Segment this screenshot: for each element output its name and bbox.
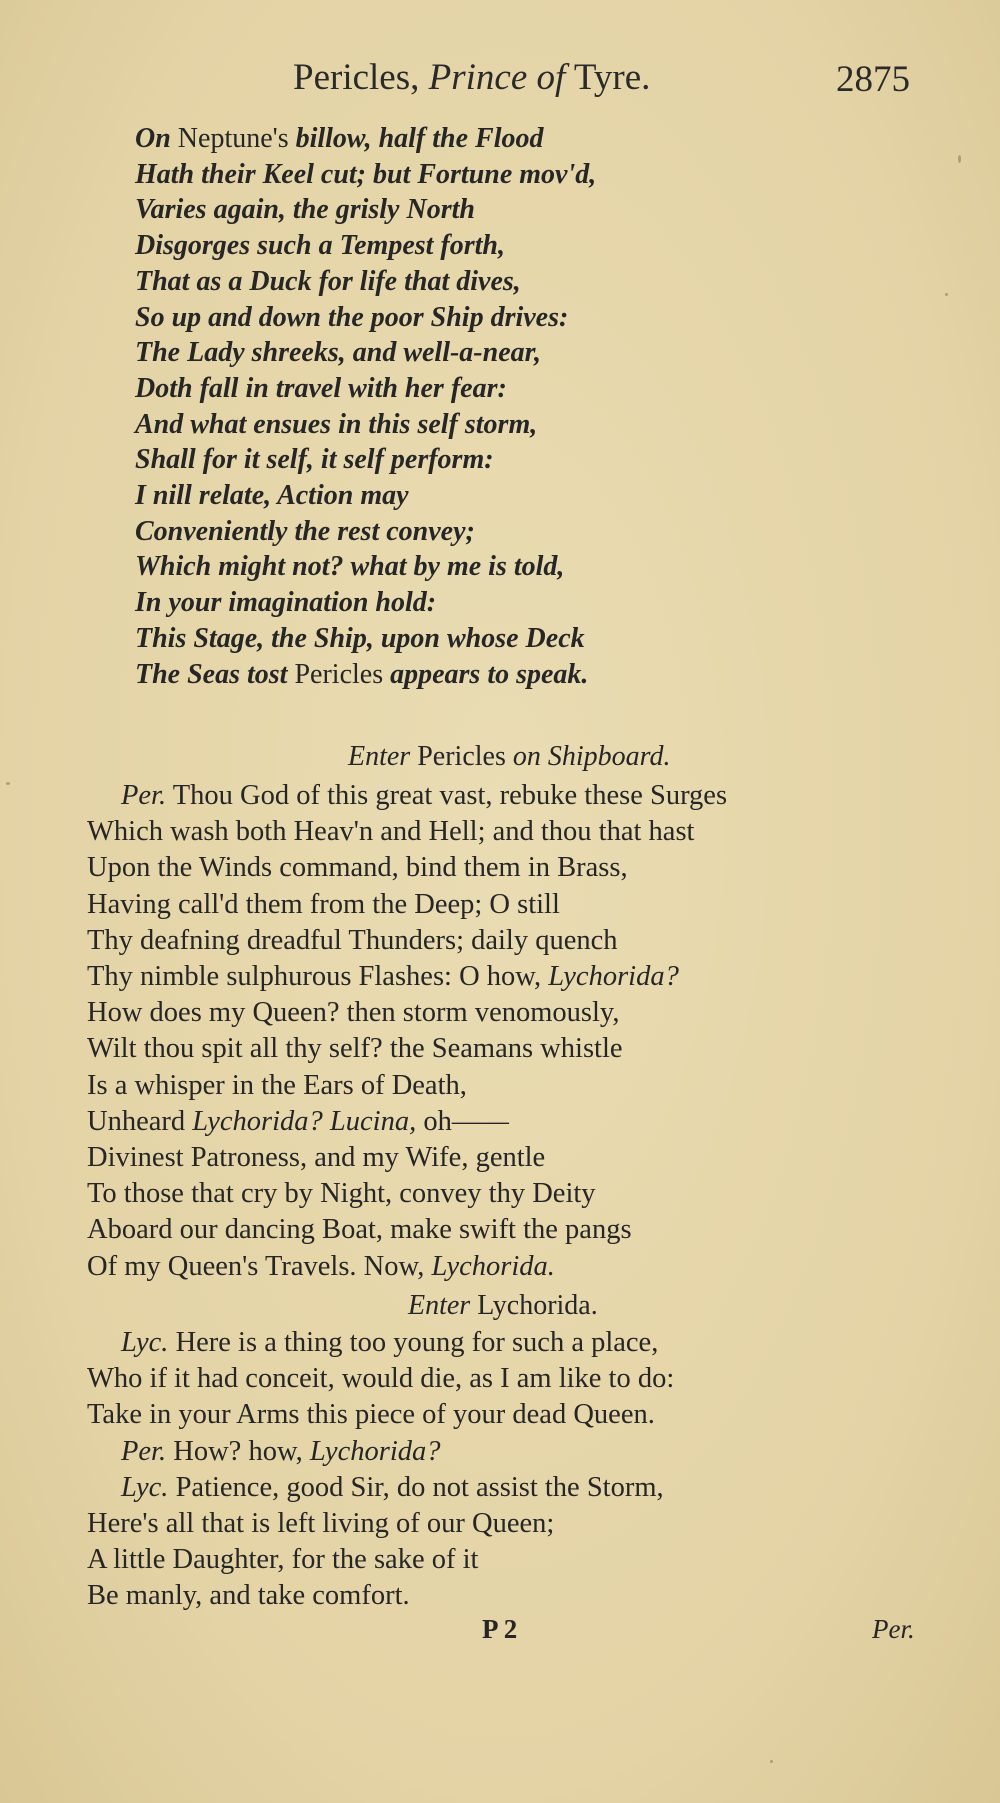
paper-speck <box>945 293 948 296</box>
dialogue-line: To those that cry by Night, convey thy Deity <box>87 1178 596 1210</box>
verse-line: On Neptune's billow, half the Flood <box>135 123 544 154</box>
speaker-prefix: Per. <box>121 780 167 811</box>
dialogue-line: Upon the Winds command, bind them in Brass, <box>87 852 628 884</box>
dialogue-line: How does my Queen? then storm venomously, <box>87 997 620 1029</box>
dialogue-line: Who if it had conceit, would die, as I am like to do: <box>87 1363 675 1395</box>
dialogue-line: Aboard our dancing Boat, make swift the pangs <box>87 1214 632 1246</box>
verse-line: So up and down the poor Ship drives: <box>135 301 569 333</box>
verse-line: Which might not? what by me is told, <box>135 551 565 583</box>
verse-line: This Stage, the Ship, upon whose Deck <box>135 622 585 654</box>
dialogue-line: Take in your Arms this piece of your dead Queen. <box>87 1399 655 1431</box>
verse-line: Doth fall in travel with her fear: <box>135 372 507 404</box>
dialogue-line: Here's all that is left living of our Queen; <box>87 1508 555 1540</box>
dialogue-line: Per. How? how, Lychorida? <box>121 1435 441 1467</box>
dialogue-line: Divinest Patroness, and my Wife, gentle <box>87 1142 546 1174</box>
verse-line: Hath their Keel cut; but Fortune mov'd, <box>135 158 597 190</box>
paper-speck <box>770 1760 773 1763</box>
dialogue-line: A little Daughter, for the sake of it <box>87 1544 479 1576</box>
verse-line: And what ensues in this self storm, <box>135 408 538 440</box>
page-footer <box>0 1614 1000 1654</box>
dialogue-line: Lyc. Patience, good Sir, do not assist the Storm, <box>121 1471 664 1503</box>
dialogue-line: Is a whisper in the Ears of Death, <box>87 1069 467 1101</box>
dialogue-line: Which wash both Heav'n and Hell; and thou that hast <box>87 816 695 848</box>
dialogue-line: Unheard Lychorida? Lucina, oh—— <box>87 1105 509 1137</box>
dialogue-line: Per. Thou God of this great vast, rebuke these Surges <box>121 780 728 811</box>
page-number: 2875 <box>836 59 910 100</box>
paper-speck <box>958 155 961 163</box>
dialogue-line: Thy deafning dreadful Thunders; daily quench <box>87 924 618 956</box>
verse-line: Shall for it self, it self perform: <box>135 444 494 476</box>
paper-speck <box>6 782 10 785</box>
verse-line: The Lady shreeks, and well-a-near, <box>135 337 541 369</box>
speaker-prefix: Per. <box>121 1435 167 1467</box>
dialogue-line: Wilt thou spit all thy self? the Seamans whistle <box>87 1033 623 1065</box>
verse-line: I nill relate, Action may <box>135 480 409 512</box>
speaker-prefix: Lyc. <box>121 1327 169 1358</box>
verse-line: Disgorges such a Tempest forth, <box>135 230 506 262</box>
verse-line: Varies again, the grisly North <box>135 194 475 226</box>
verse-line: The Seas tost Pericles appears to speak. <box>135 658 589 690</box>
dialogue-pericles <box>87 778 907 1285</box>
signature-mark: P 2 <box>482 1614 518 1644</box>
book-page: Pericles, Prince of Tyre. 2875 On Neptune's billow, half the Flood Hath their Keel cut; but Fortune mov'd, Varies again, the grisly North Disgorges such a Tempest forth, That as a Duck for life that dives, So up and down the poor Ship drives: The Lady shreeks, and well-a-near, Doth fall in travel with her fear: And what ensues in this self storm, Shall for it self, it self perform: I nill relate, Action may Conveniently the rest convey; Which might not? what by me is told, In your imagination hold: This Stage, the Ship, upon whose Deck The Seas tost Pericles appears to speak. Enter Pericles on Shipboard. Per. Thou God of this great vast, rebuke these Surges Which wash both Heav'n and Hell; and thou that hast Upon the Winds command, bind them in Brass, Having call'd them from the Deep; O still Thy deafning dreadful Thunders; daily quench Thy nimble sulphurous Flashes: O how, Lychorida? How does my Queen? then storm venomously, Wilt thou spit all thy self? the Seamans whistle Is a whisper in the Ears of Death, Unheard Lychorida? Lucina, oh—— Divinest Patroness, and my Wife, gentle To those that cry by Night, convey thy Deity Aboard our dancing Boat, make swift the pangs Of my Queen's Travels. Now, Lychorida. Enter Lychorida. Lyc. Here is a thing too young for such a place, Who if it had conceit, would die, as I am like to do: Take in your Arms this piece of your dead Queen. Per. How? how, Lychorida? Lyc. Patience, good Sir, do not assist the Storm, Here's all that is left living of our Queen; A little Daughter, for the sake of it Be manly, and take comfort. P 2 Per. <box>0 0 1000 1803</box>
dialogue-lychorida <box>87 1325 907 1615</box>
dialogue-line: Thy nimble sulphurous Flashes: O how, Lychorida? <box>87 961 679 993</box>
dialogue-line: Be manly, and take comfort. <box>87 1580 410 1612</box>
dialogue-line: Of my Queen's Travels. Now, Lychorida. <box>87 1250 555 1282</box>
speaker-prefix: Lyc. <box>121 1471 169 1503</box>
dialogue-line: Having call'd them from the Deep; O still <box>87 888 560 920</box>
verse-line: In your imagination hold: <box>135 587 437 619</box>
running-title: Pericles, Prince of Tyre. <box>293 57 651 98</box>
dialogue-line: Lyc. Here is a thing too young for such a place, <box>121 1327 659 1358</box>
prologue-verse <box>135 121 835 692</box>
verse-line: Conveniently the rest convey; <box>135 515 475 547</box>
catchword: Per. <box>872 1614 915 1644</box>
running-header <box>0 52 1000 112</box>
verse-line: That as a Duck for life that dives, <box>135 265 521 297</box>
